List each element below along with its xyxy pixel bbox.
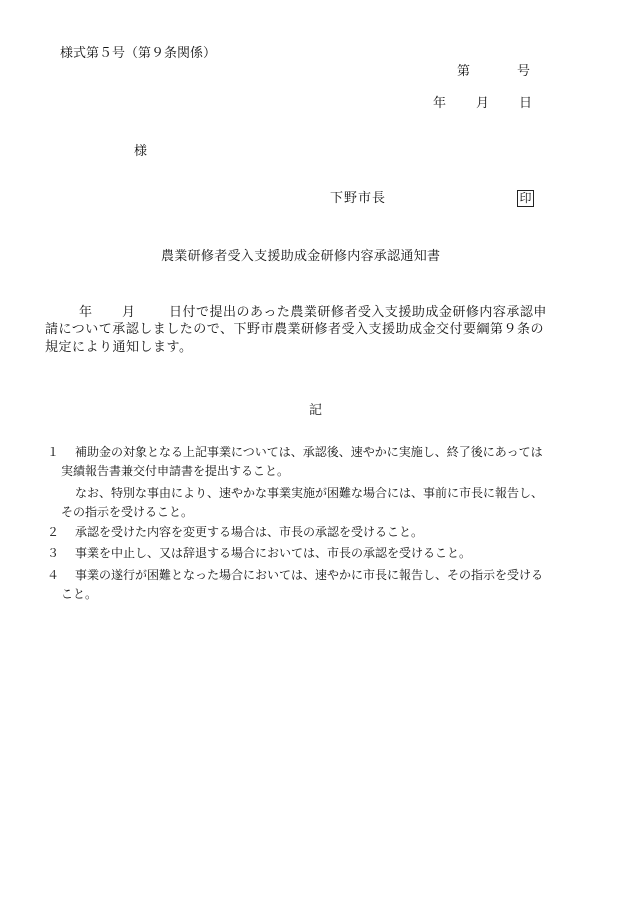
document-title: 農業研修者受入支援助成金研修内容承認通知書 — [161, 249, 441, 264]
ki-heading: 記 — [309, 403, 323, 418]
issuer-name: 下野市長 — [330, 191, 387, 206]
body-line-1: 日付で提出のあった農業研修者受入支援助成金研修内容承認申 — [169, 305, 547, 320]
item-number: ３ — [47, 546, 60, 560]
item-number: ４ — [47, 568, 60, 582]
item-number: ２ — [47, 525, 60, 539]
item-4-line-1: 事業の遂行が困難となった場合においては、速やかに市長に報告し、その指示を受ける — [75, 568, 544, 582]
item-1b-line-2: その指示を受けること。 — [61, 505, 194, 519]
addressee-suffix: 様 — [134, 144, 148, 159]
item-2-line-1: 承認を受けた内容を変更する場合は、市長の承認を受けること。 — [75, 525, 424, 539]
date-month: 月 — [476, 96, 490, 111]
form-id: 様式第５号（第９条関係） — [60, 46, 217, 61]
item-1b-line-1: なお、特別な事由により、速やかな事業実施が困難な場合には、事前に市長に報告し、 — [75, 486, 544, 500]
body-line-2: 請について承認しましたので、下野市農業研修者受入支援助成金交付要綱第９条の — [45, 322, 544, 337]
body-year: 年 — [79, 305, 93, 320]
item-1-line-1: 補助金の対象となる上記事業については、承認後、速やかに実施し、終了後にあっては — [75, 445, 543, 459]
item-1-line-2: 実績報告書兼交付申請書を提出すること。 — [61, 464, 290, 478]
number-dai: 第 — [457, 64, 471, 79]
body-line-3: 規定により通知します。 — [45, 340, 193, 355]
item-3-line-1: 事業を中止し、又は辞退する場合においては、市長の承認を受けること。 — [75, 546, 472, 560]
number-go: 号 — [517, 64, 531, 79]
item-number: １ — [47, 445, 60, 459]
date-day: 日 — [519, 96, 533, 111]
date-year: 年 — [433, 96, 447, 111]
seal-stamp: 印 — [517, 190, 534, 207]
body-month: 月 — [122, 305, 136, 320]
item-4-line-2: こと。 — [61, 587, 98, 601]
